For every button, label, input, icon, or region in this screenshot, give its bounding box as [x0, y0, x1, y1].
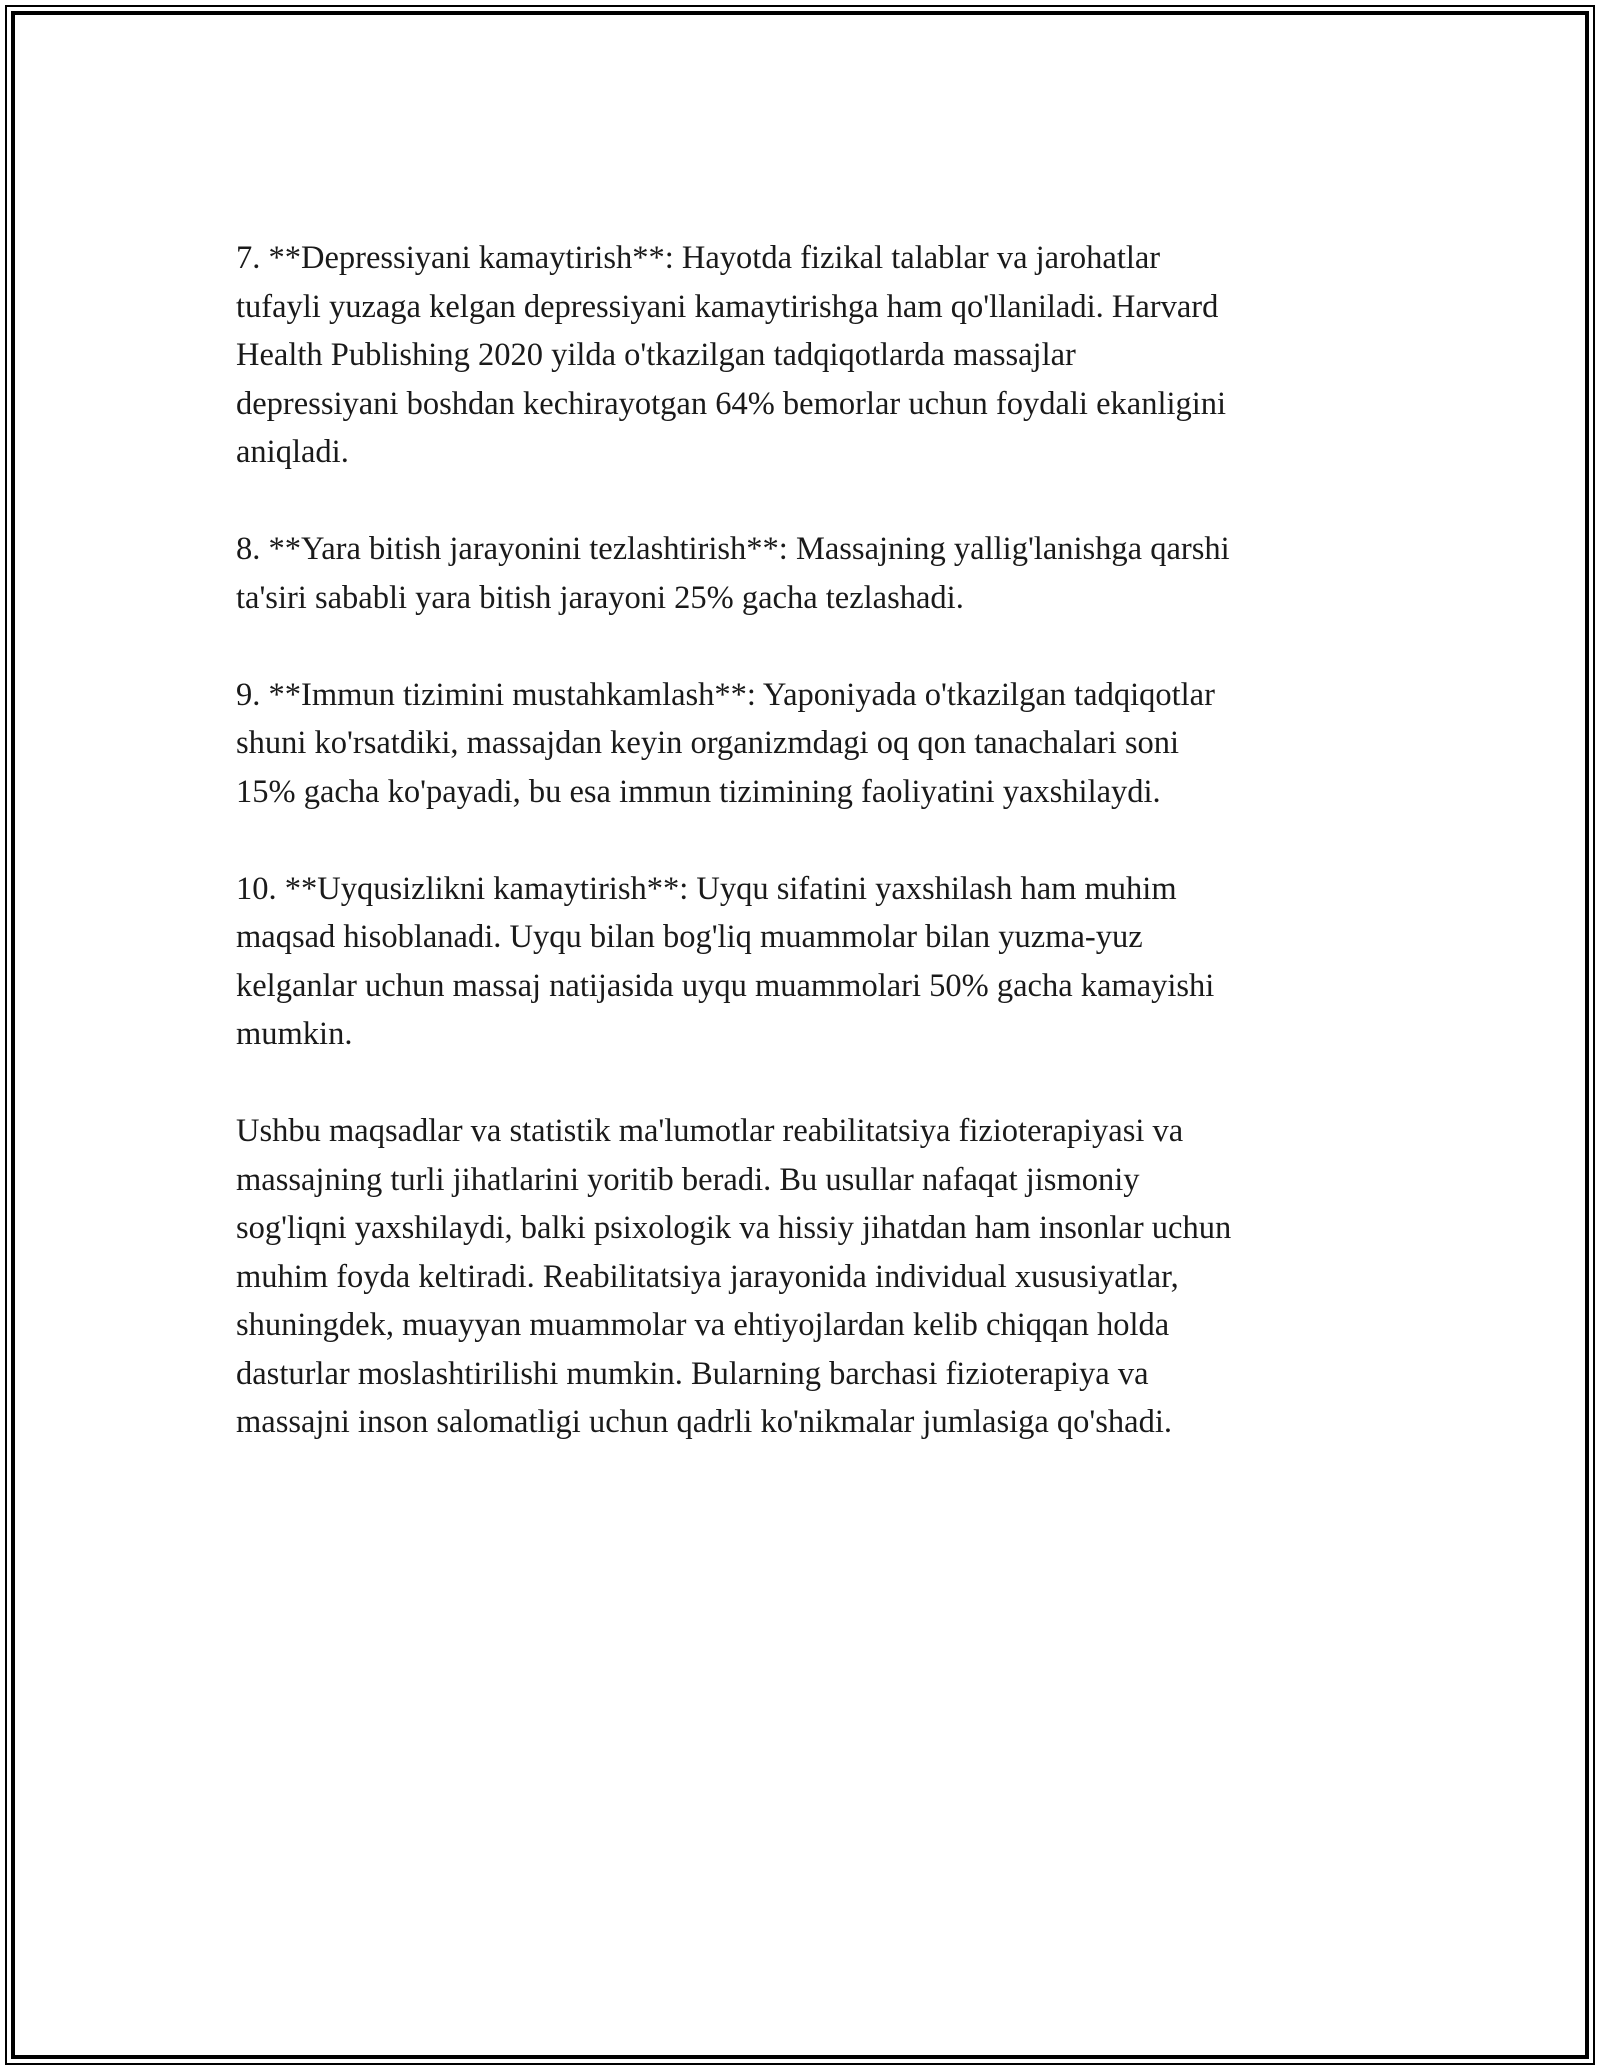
paragraph-item-7-depression: 7. **Depressiyani kamaytirish**: Hayotda fizikal talablar va jarohatlar tufayli yuzaga kelgan depressiyani kamaytirishga ham qo'llaniladi. Harvard Health Publishing 2020 yilda o'tkazilgan tadqiqotlarda massajlar depressiyani boshdan kechirayotgan 64% bemorlar uchun foydali ekanligini aniqladi. [236, 240, 1227, 470]
paragraph-item-9-immune-system: 9. **Immun tizimini mustahkamlash**: Yaponiyada o'tkazilgan tadqiqotlar shuni ko'rsatdiki, massajdan keyin organizmdagi oq qon tanachalari soni 15% gacha ko'payadi, bu esa immun tizimining faoliyatini yaxshilaydi. [236, 676, 1215, 810]
document-body [236, 234, 1366, 1447]
paragraph-item-8-wound-healing: 8. **Yara bitish jarayonini tezlashtirish**: Massajning yallig'lanishga qarshi ta'siri sababli yara bitish jarayoni 25% gacha tezlashadi. [236, 531, 1230, 616]
paragraph-item-10-insomnia: 10. **Uyqusizlikni kamaytirish**: Uyqu sifatini yaxshilash ham muhim maqsad hisoblanadi. Uyqu bilan bog'liq muammolar bilan yuzma-yuz kelganlar uchun massaj natijasida uyqu muammolari 50% gacha kamayishi mumkin. [236, 870, 1215, 1052]
paragraph-conclusion: Ushbu maqsadlar va statistik ma'lumotlar reabilitatsiya fizioterapiyasi va massajning turli jihatlarini yoritib beradi. Bu usullar nafaqat jismoniy sog'liqni yaxshilaydi, balki psixologik va hissiy jihatdan ham insonlar uchun muhim foyda keltiradi. Reabilitatsiya jarayonida individual xususiyatlar, shuningdek, muayyan muammolar va ehtiyojlardan kelib chiqqan holda dasturlar moslashtirilishi mumkin. Bularning barchasi fizioterapiya va massajni inson salomatligi uchun qadrli ko'nikmalar jumlasiga qo'shadi. [236, 1113, 1232, 1440]
